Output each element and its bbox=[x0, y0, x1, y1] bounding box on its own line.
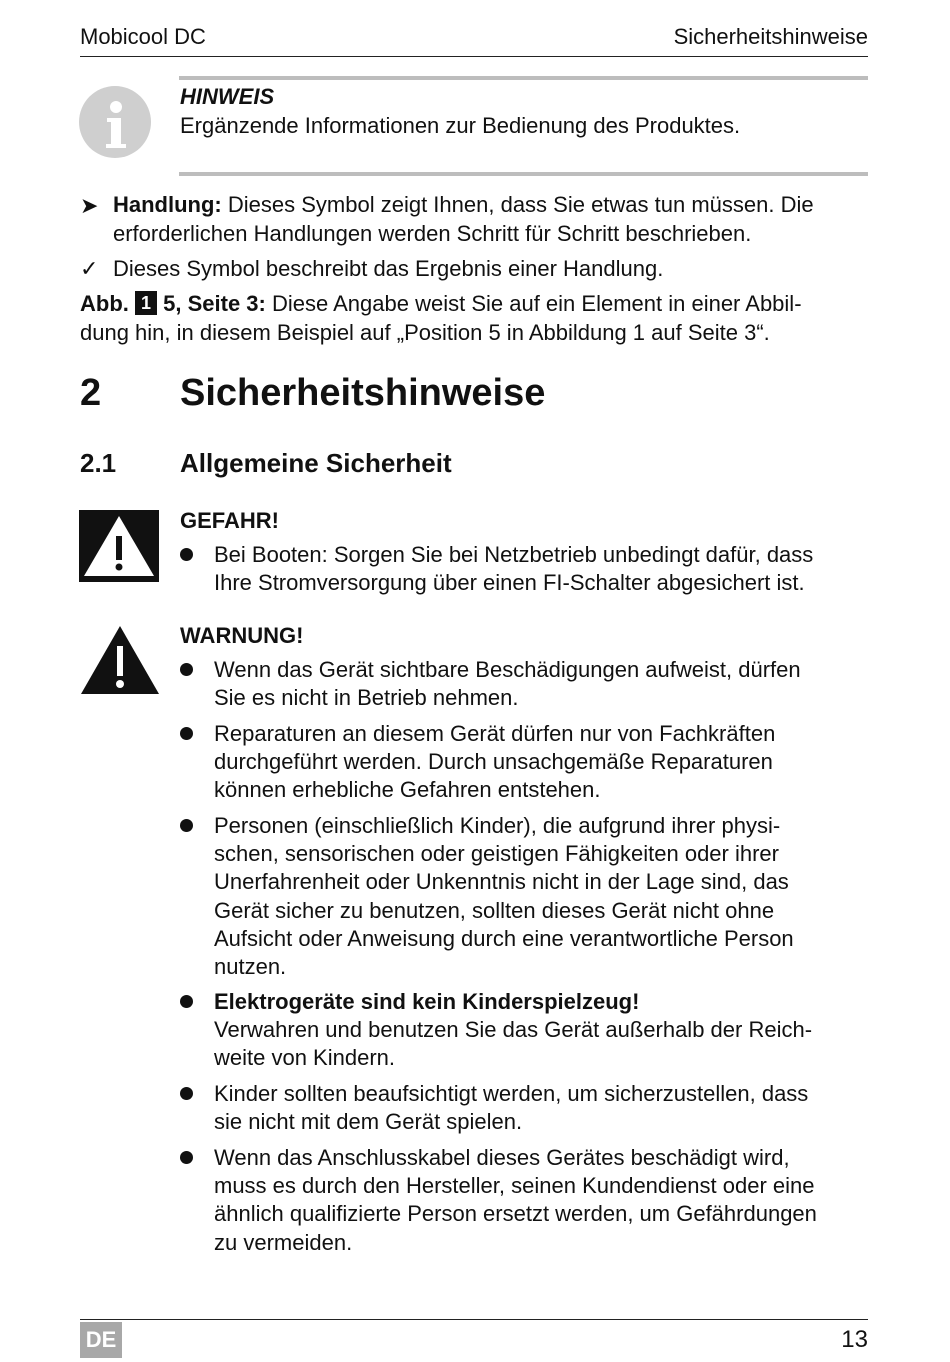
abb-reference: 5, Seite 3: bbox=[163, 291, 266, 316]
warning-title: WARNUNG! bbox=[180, 623, 304, 648]
warning-item-line: ähnlich qualifizierte Person ersetzt werden, um Gefährdungen bbox=[214, 1201, 817, 1227]
warning-item-line: weite von Kindern. bbox=[214, 1045, 395, 1071]
warning-item-line: schen, sensorischen oder geistigen Fähigkeiten oder ihrer bbox=[214, 841, 779, 867]
note-text: Ergänzende Informationen zur Bedienung des Produktes. bbox=[180, 113, 741, 138]
info-icon bbox=[79, 86, 151, 158]
warning-item bbox=[214, 988, 874, 1073]
bullet-dot bbox=[180, 1087, 193, 1100]
warning-item-line: Unerfahrenheit oder Unkenntnis nicht in der Lage sind, das bbox=[214, 869, 789, 895]
warning-item bbox=[214, 720, 874, 805]
bullet-dot bbox=[180, 548, 193, 561]
warning-item-line: durchgeführt werden. Durch unsachgemäße Reparaturen bbox=[214, 749, 773, 775]
bullet-dot bbox=[180, 727, 193, 740]
figure-number-badge: 1 bbox=[135, 291, 157, 315]
warning-item-line: Sie es nicht in Betrieb nehmen. bbox=[214, 685, 519, 711]
warning-item-line: Personen (einschließlich Kinder), die aufgrund ihrer physi- bbox=[214, 813, 781, 838]
header-section-name: Sicherheitshinweise bbox=[673, 24, 868, 49]
result-check-icon: ✓ bbox=[80, 256, 99, 281]
warning-triangle-icon bbox=[79, 624, 161, 701]
section-number: 2 bbox=[80, 372, 102, 414]
abb-label: Abb. bbox=[80, 291, 129, 316]
danger-warning-icon bbox=[79, 510, 159, 587]
danger-item-line: Ihre Stromversorgung über einen FI-Schalter abgesichert ist. bbox=[214, 570, 805, 596]
bullet-dot bbox=[180, 663, 193, 676]
warning-item bbox=[214, 1144, 874, 1257]
action-label: Handlung: bbox=[113, 192, 222, 217]
abb-line-2: dung hin, in diesem Beispiel auf „Position 5 in Abbildung 1 auf Seite 3“. bbox=[80, 319, 770, 345]
bullet-dot bbox=[180, 995, 193, 1008]
warning-item bbox=[214, 656, 874, 712]
warning-item bbox=[214, 1080, 874, 1136]
warning-item-line: Verwahren und benutzen Sie das Gerät außerhalb der Reich- bbox=[214, 1017, 813, 1043]
warning-item-line: Wenn das Gerät sichtbare Beschädigungen aufweist, dürfen bbox=[214, 657, 801, 682]
page-number: 13 bbox=[841, 1326, 868, 1353]
warning-item-line: Gerät sicher zu benutzen, sollten dieses Gerät nicht ohne bbox=[214, 897, 775, 923]
figure-reference-description bbox=[80, 290, 870, 347]
warning-item bbox=[214, 812, 874, 981]
header-product-name: Mobicool DC bbox=[80, 24, 206, 49]
warning-item-line: Aufsicht oder Anweisung durch eine verantwortliche Person bbox=[214, 925, 794, 951]
abb-line-1: Diese Angabe weist Sie auf ein Element in einer Abbil- bbox=[271, 291, 802, 316]
bullet-dot bbox=[180, 1151, 193, 1164]
warning-item-line: Reparaturen an diesem Gerät dürfen nur von Fachkräften bbox=[214, 721, 776, 746]
warning-item-line: zu vermeiden. bbox=[214, 1229, 353, 1255]
warning-item-line: Wenn das Anschlusskabel dieses Gerätes beschädigt wird, bbox=[214, 1145, 790, 1170]
warning-item-line: Kinder sollten beaufsichtigt werden, um sicherzustellen, dass bbox=[214, 1081, 809, 1106]
warning-item-line: nutzen. bbox=[214, 954, 287, 980]
warning-item-line: können erhebliche Gefahren entstehen. bbox=[214, 777, 601, 803]
note-top-bar bbox=[179, 76, 868, 80]
subsection-title: Allgemeine Sicherheit bbox=[180, 448, 452, 478]
action-line-1: Dieses Symbol zeigt Ihnen, dass Sie etwas tun müssen. Die bbox=[227, 192, 814, 217]
danger-item-line: Bei Booten: Sorgen Sie bei Netzbetrieb unbedingt dafür, dass bbox=[214, 542, 814, 567]
warning-item-line: Elektrogeräte sind kein Kinderspielzeug! bbox=[214, 989, 640, 1014]
danger-item bbox=[214, 541, 874, 597]
bullet-dot bbox=[180, 819, 193, 832]
action-description bbox=[113, 191, 873, 248]
action-arrow-icon: ➤ bbox=[80, 193, 99, 218]
subsection-number: 2.1 bbox=[80, 448, 117, 478]
warning-item-line: muss es durch den Hersteller, seinen Kundendienst oder eine bbox=[214, 1173, 815, 1199]
footer-rule bbox=[80, 1319, 868, 1320]
result-description: Dieses Symbol beschreibt das Ergebnis einer Handlung. bbox=[113, 256, 664, 281]
language-badge: DE bbox=[80, 1322, 122, 1358]
section-title: Sicherheitshinweise bbox=[180, 372, 546, 414]
action-line-2: erforderlichen Handlungen werden Schritt für Schritt beschrieben. bbox=[113, 220, 752, 246]
note-title: HINWEIS bbox=[180, 84, 275, 109]
warning-item-line: sie nicht mit dem Gerät spielen. bbox=[214, 1109, 523, 1135]
header-rule bbox=[80, 56, 868, 57]
danger-title: GEFAHR! bbox=[180, 508, 279, 533]
note-bottom-bar bbox=[179, 172, 868, 176]
